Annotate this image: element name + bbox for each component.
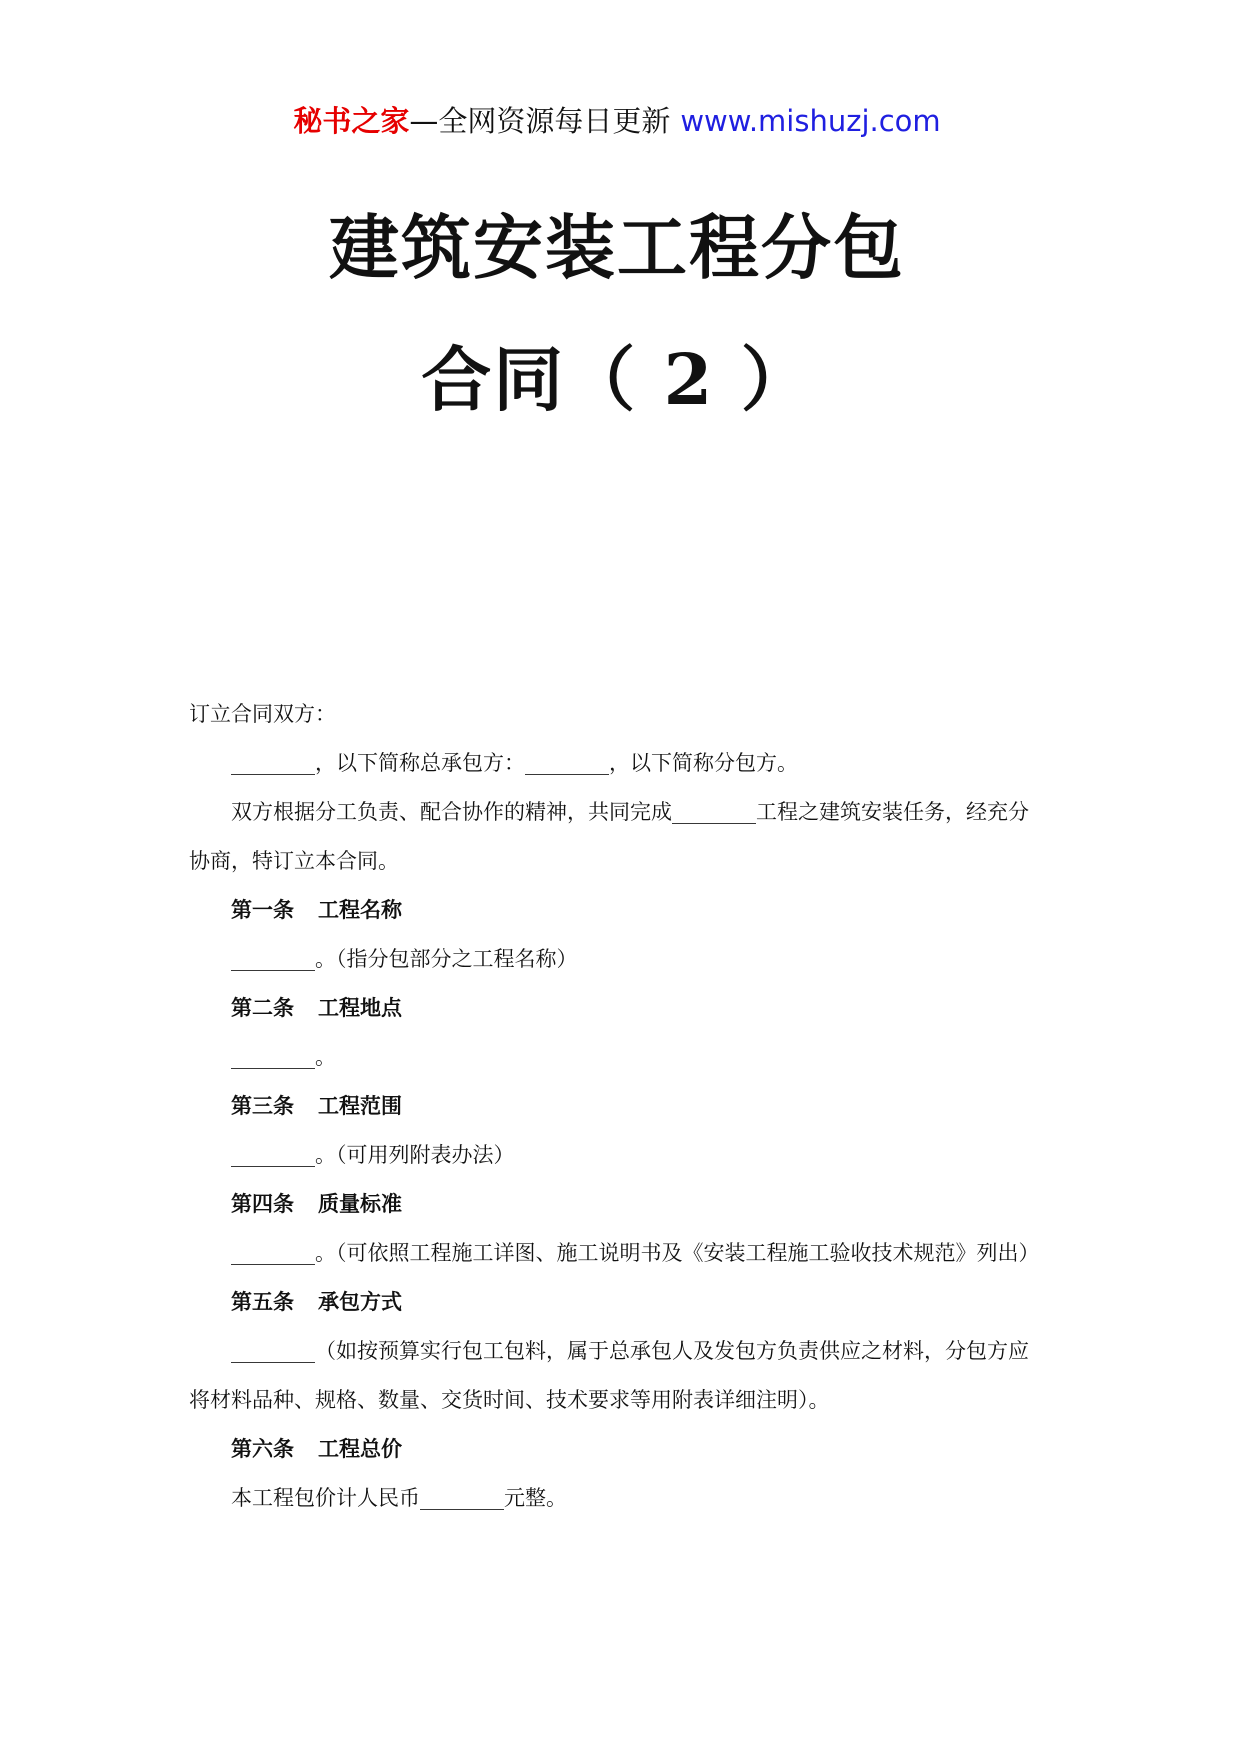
article-text: 本工程包价计人民币________元整。 [231,1486,567,1510]
article-text: ________。 [231,1045,336,1069]
article-heading [189,1425,1045,1474]
article-number: 第三条 [231,1094,294,1118]
article-heading [189,984,1045,1033]
article-title: 质量标准 [318,1192,402,1216]
article-text: ________（如按预算实行包工包料，属于总承包人及发包方负责供应之材料，分包方应将材料品种、规格、数量、交货时间、技术要求等用附表详细注明）。 [189,1339,1029,1412]
article-heading [189,1082,1045,1131]
article-number: 第六条 [231,1437,294,1461]
brand-name: 秘书之家 [293,104,410,138]
article-title: 工程地点 [318,996,402,1020]
article-title: 工程名称 [318,898,402,922]
article-heading [189,1278,1045,1327]
article-heading [189,1180,1045,1229]
article-heading [189,886,1045,935]
document-title-line-2: 合同（ 2 ） [421,338,813,421]
article-text: ________。（指分包部分之工程名称） [231,947,578,971]
article-number: 第一条 [231,898,294,922]
parties-intro: 订立合同双方： [189,702,336,726]
banner-url[interactable]: www.mishuzj.com [680,104,941,138]
article-number: 第五条 [231,1290,294,1314]
document-title-line-1: 建筑安装工程分包 [329,206,905,289]
article-title: 工程总价 [318,1437,402,1461]
article-text: ________。（可用列附表办法） [231,1143,515,1167]
article-number: 第二条 [231,996,294,1020]
preamble: 双方根据分工负责、配合协作的精神，共同完成________工程之建筑安装任务，经充分协商，特订立本合同。 [189,800,1029,873]
article-title: 工程范围 [318,1094,402,1118]
site-banner [0,101,1234,141]
article-text: ________。（可依照工程施工详图、施工说明书及《安装工程施工验收技术规范》列出） [231,1241,1040,1265]
banner-slogan: —全网资源每日更新 [409,104,671,138]
document-body [189,690,1045,1523]
article-number: 第四条 [231,1192,294,1216]
article-title: 承包方式 [318,1290,402,1314]
parties-line: ________，以下简称总承包方：________，以下简称分包方。 [231,751,798,775]
